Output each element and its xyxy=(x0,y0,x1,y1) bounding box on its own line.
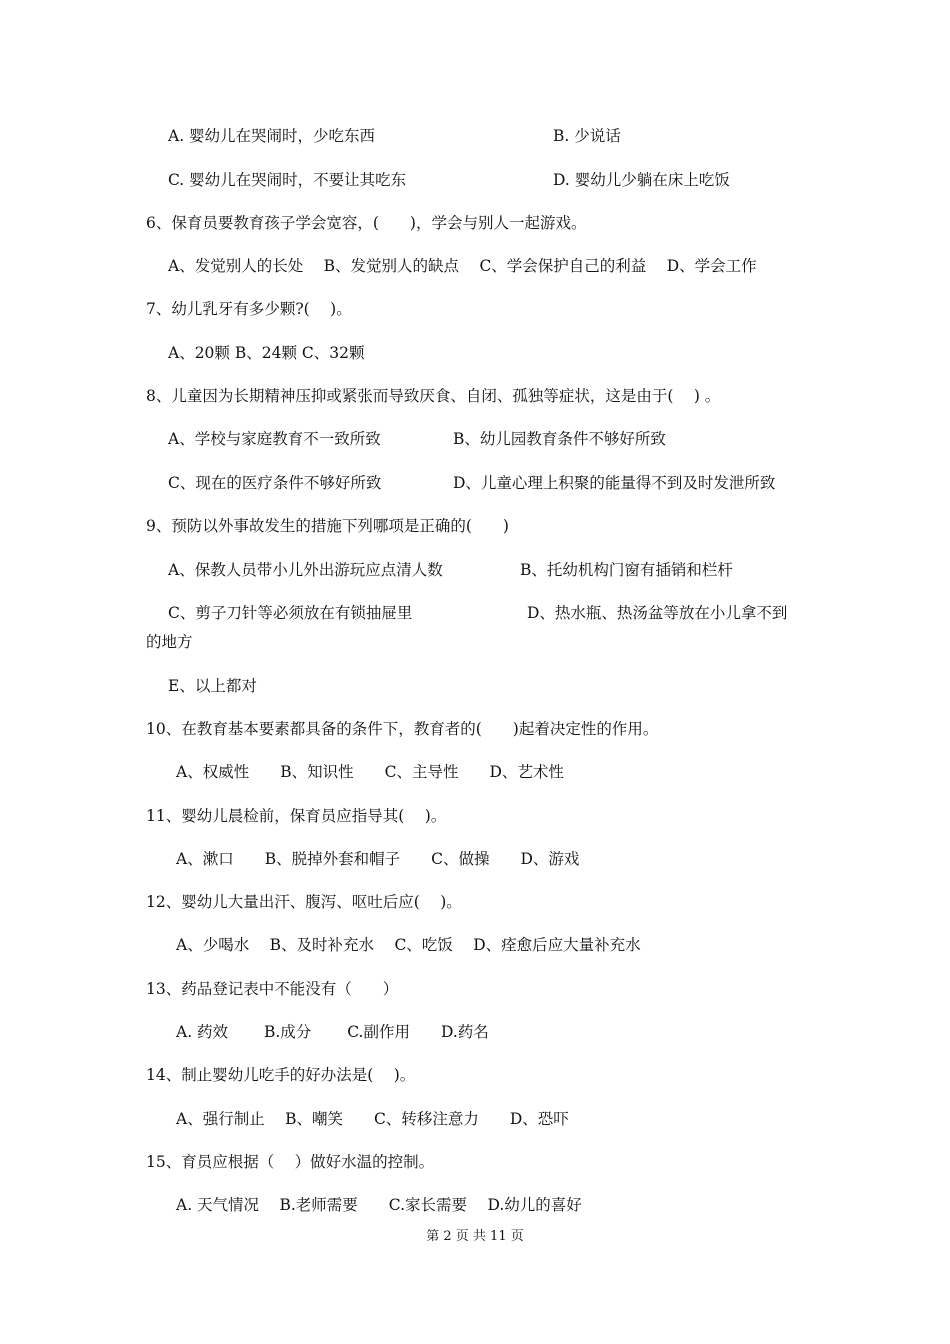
q12-options: A、少喝水 B、及时补充水 C、吃饭 D、痊愈后应大量补充水 xyxy=(176,936,641,954)
q8-option-c: C、现在的医疗条件不够好所致 xyxy=(168,474,382,492)
q10-stem: 10、在教育基本要素都具备的条件下，教育者的( )起着决定性的作用。 xyxy=(146,720,659,738)
q13-stem: 13、药品登记表中不能没有（ ） xyxy=(146,980,399,998)
q9-option-c: C、剪子刀针等必须放在有锁抽屉里 xyxy=(168,604,413,622)
q9-stem: 9、预防以外事故发生的措施下列哪项是正确的( ) xyxy=(146,517,509,535)
q11-options: A、漱口 B、脱掉外套和帽子 C、做操 D、游戏 xyxy=(176,850,580,868)
q15-options: A. 天气情况 B.老师需要 C.家长需要 D.幼儿的喜好 xyxy=(176,1196,582,1214)
q14-stem: 14、制止婴幼儿吃手的好办法是( )。 xyxy=(146,1066,416,1084)
q5-option-d: D. 婴幼儿少躺在床上吃饭 xyxy=(553,171,730,189)
q5-option-a: A. 婴幼儿在哭闹时，少吃东西 xyxy=(168,127,376,145)
q5-option-c: C. 婴幼儿在哭闹时，不要让其吃东 xyxy=(168,171,407,189)
q5-option-b: B. 少说话 xyxy=(553,127,621,145)
page-footer: 第 2 页 共 11 页 xyxy=(426,1229,524,1244)
q8-option-d: D、儿童心理上积聚的能量得不到及时发泄所致 xyxy=(453,474,776,492)
q9-option-d-continued: 的地方 xyxy=(146,633,193,651)
q6-options: A、发觉别人的长处 B、发觉别人的缺点 C、学会保护自己的利益 D、学会工作 xyxy=(168,257,757,275)
q15-stem: 15、育员应根据（ ）做好水温的控制。 xyxy=(146,1153,435,1171)
q9-option-a: A、保教人员带小儿外出游玩应点清人数 xyxy=(168,561,443,579)
q7-stem: 7、幼儿乳牙有多少颗?( )。 xyxy=(146,300,352,318)
q12-stem: 12、婴幼儿大量出汗、腹泻、呕吐后应( )。 xyxy=(146,893,462,911)
q9-option-b: B、托幼机构门窗有插销和栏杆 xyxy=(520,561,733,579)
q10-options: A、权威性 B、知识性 C、主导性 D、艺术性 xyxy=(176,763,564,781)
q6-stem: 6、保育员要教育孩子学会宽容，( )，学会与别人一起游戏。 xyxy=(146,214,587,232)
q9-option-d: D、热水瓶、热汤盆等放在小儿拿不到 xyxy=(527,604,788,622)
q13-options: A. 药效 B.成分 C.副作用 D.药名 xyxy=(176,1023,489,1041)
q8-stem: 8、儿童因为长期精神压抑或紧张而导致厌食、自闭、孤独等症状，这是由于( ) 。 xyxy=(146,387,721,405)
q8-option-a: A、学校与家庭教育不一致所致 xyxy=(168,430,381,448)
q8-option-b: B、幼儿园教育条件不够好所致 xyxy=(453,430,666,448)
q9-option-e: E、以上都对 xyxy=(168,677,257,695)
q11-stem: 11、婴幼儿晨检前，保育员应指导其( )。 xyxy=(146,807,447,825)
q14-options: A、强行制止 B、嘲笑 C、转移注意力 D、恐吓 xyxy=(176,1110,569,1128)
q7-options: A、20颗 B、24颗 C、32颗 xyxy=(168,344,365,362)
